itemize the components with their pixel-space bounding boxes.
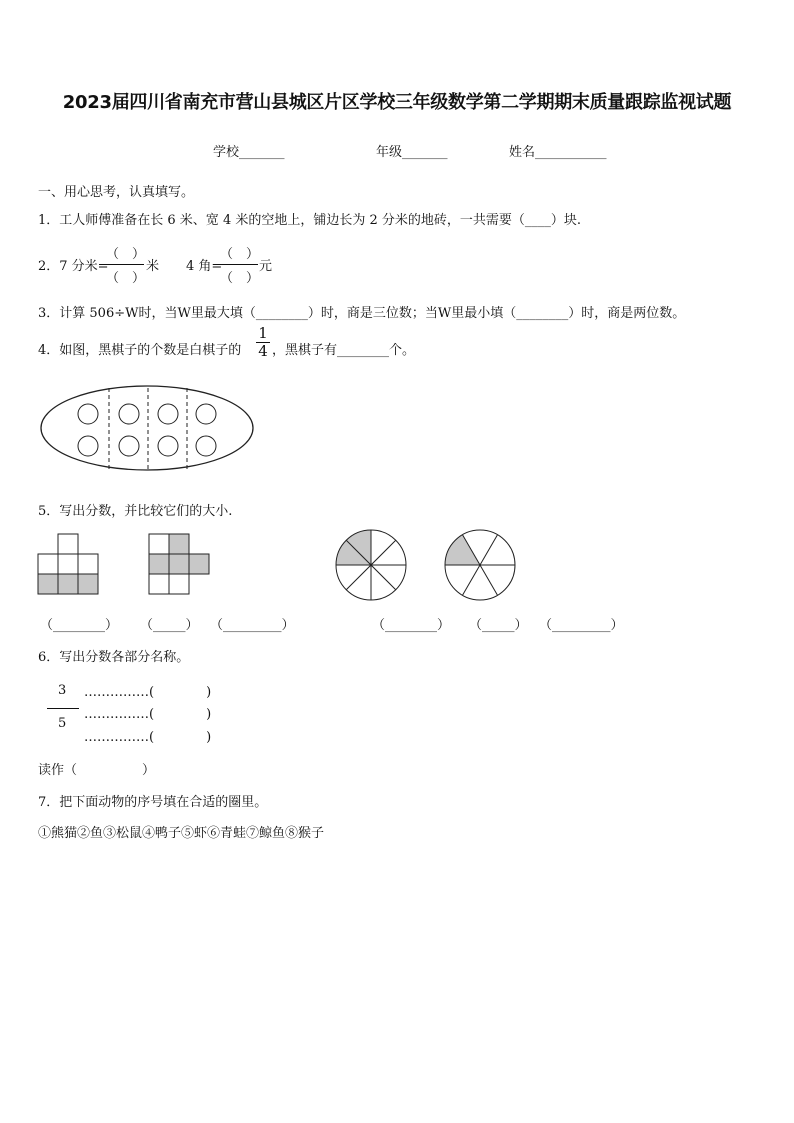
grid-cell xyxy=(149,574,169,594)
fraction-numerator: 3 xyxy=(58,683,67,698)
fraction-2-numerator: （ ） xyxy=(220,247,260,262)
answer-blank[interactable]: （_____） xyxy=(469,618,528,633)
grid-cell-shaded xyxy=(58,574,78,594)
fraction-one-quarter xyxy=(256,326,270,359)
unit-2: 元 xyxy=(259,259,273,274)
read-as-line[interactable]: 读作（ ） xyxy=(38,763,156,778)
fraction-bar xyxy=(47,708,79,709)
question-2-part2: 4 角= xyxy=(186,259,223,274)
grid-cell xyxy=(78,554,98,574)
fraction-1-numerator: （ ） xyxy=(106,247,146,262)
grid-cell-shaded xyxy=(78,574,98,594)
name-field: 姓名___________ xyxy=(509,145,607,160)
chess-piece xyxy=(158,436,178,456)
grid-cell-shaded xyxy=(189,554,209,574)
grade-field: 年级_______ xyxy=(376,145,448,160)
chess-piece xyxy=(119,436,139,456)
question-4-text: 4．如图，黑棋子的个数是白棋子的 xyxy=(38,343,242,358)
answer-blank[interactable]: （_____） xyxy=(140,618,199,633)
chess-piece xyxy=(196,436,216,456)
answer-blank[interactable]: （________） xyxy=(40,618,119,633)
fraction-numerator: 1 xyxy=(258,324,268,342)
grid-cell xyxy=(38,554,58,574)
fraction-1-denominator: （ ） xyxy=(106,271,146,286)
chess-pieces-figure xyxy=(40,382,260,482)
grid-cell xyxy=(58,554,78,574)
part-name-line[interactable]: ……………( ) xyxy=(84,730,212,745)
shaded-sector xyxy=(445,535,480,565)
chess-piece xyxy=(78,436,98,456)
part-name-line[interactable]: ……………( ) xyxy=(84,707,212,722)
circle-figure-1 xyxy=(334,528,410,604)
question-5: 5．写出分数，并比较它们的大小. xyxy=(38,504,233,519)
grid-cell xyxy=(149,534,169,554)
answer-blank[interactable]: （_________） xyxy=(210,618,295,633)
grid-cell-shaded xyxy=(38,574,58,594)
fraction-2 xyxy=(220,243,258,286)
question-3: 3．计算 506÷W时，当W里最大填（________）时，商是三位数；当W里最小填（________）时，商是两位数。 xyxy=(38,306,686,321)
unit-1: 米 xyxy=(146,259,160,274)
grid-cell xyxy=(169,574,189,594)
grid-figure-2 xyxy=(149,534,213,596)
fraction-1 xyxy=(106,243,144,286)
answer-blank[interactable]: （________） xyxy=(372,618,451,633)
grid-cell-shaded xyxy=(149,554,169,574)
oval-outline xyxy=(41,386,253,470)
question-2-part1: 2．7 分米= xyxy=(38,259,109,274)
chess-piece xyxy=(158,404,178,424)
school-field: 学校_______ xyxy=(213,145,285,160)
question-1: 1．工人师傅准备在长 6 米、宽 4 米的空地上，铺边长为 2 分米的地砖，一共需要（____）块. xyxy=(38,213,582,228)
chess-piece xyxy=(78,404,98,424)
section-heading: 一、用心思考，认真填写。 xyxy=(38,185,195,200)
grid-cell-shaded xyxy=(169,534,189,554)
fraction-2-denominator: （ ） xyxy=(220,271,260,286)
page-title: 2023届四川省南充市营山县城区片区学校三年级数学第二学期期末质量跟踪监视试题 xyxy=(62,92,732,113)
fraction-bar xyxy=(106,264,144,265)
grid-cell xyxy=(58,534,78,554)
animal-list: ①熊猫②鱼③松鼠④鸭子⑤虾⑥青蛙⑦鲸鱼⑧猴子 xyxy=(38,826,325,841)
chess-piece xyxy=(196,404,216,424)
chess-piece xyxy=(119,404,139,424)
circle-figure-2 xyxy=(443,528,519,604)
question-7: 7．把下面动物的序号填在合适的圈里。 xyxy=(38,795,268,810)
fraction-denominator: 5 xyxy=(58,716,67,731)
fraction-bar xyxy=(220,264,258,265)
grid-figure-1 xyxy=(38,534,100,596)
question-6: 6．写出分数各部分名称。 xyxy=(38,650,190,665)
fraction-denominator: 4 xyxy=(258,342,268,360)
grid-cell-shaded xyxy=(169,554,189,574)
answer-blank[interactable]: （_________） xyxy=(539,618,624,633)
question-4-text-after: ，黑棋子有________个。 xyxy=(272,343,416,358)
part-name-line[interactable]: ……………( ) xyxy=(84,685,212,700)
